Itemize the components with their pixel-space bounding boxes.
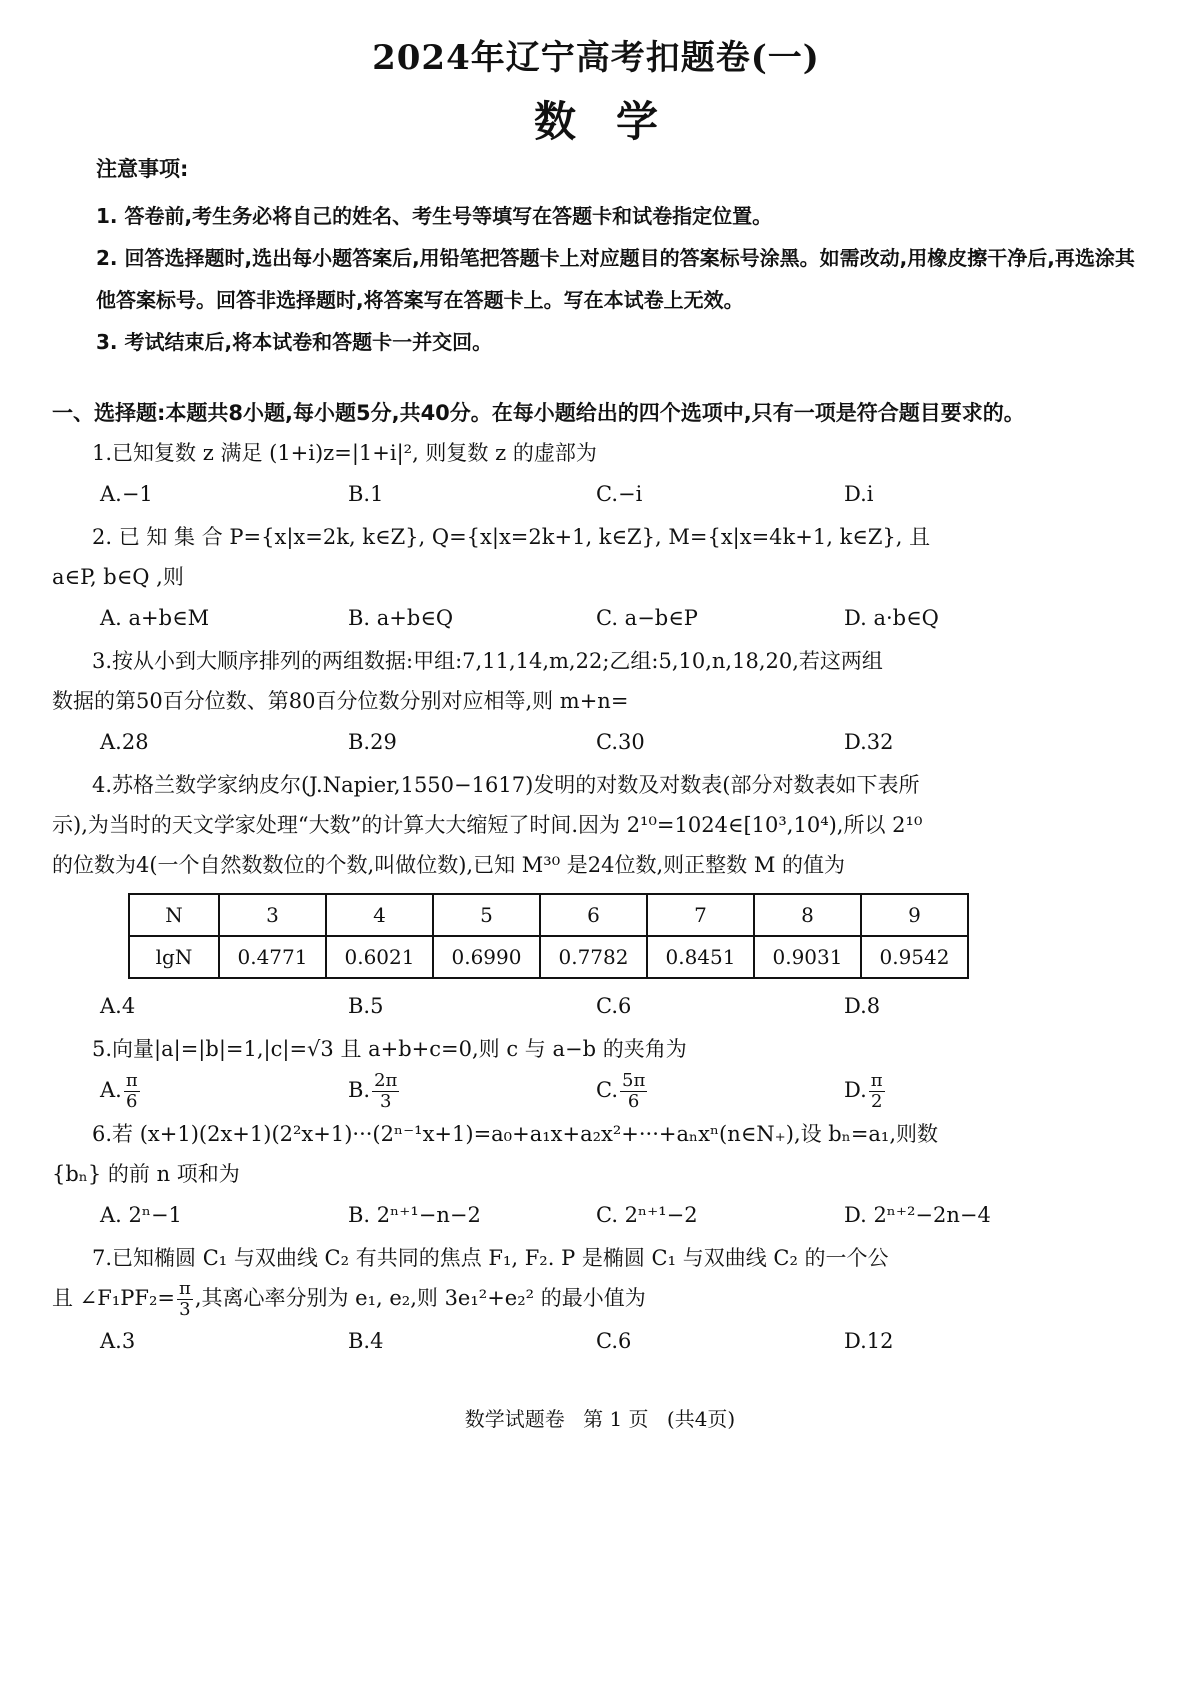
table-cell: 0.6990 (433, 936, 540, 978)
options-row (52, 1194, 1140, 1236)
options-row (52, 473, 1140, 515)
option-d: D.32 (844, 730, 894, 754)
fraction (177, 1279, 193, 1320)
fraction-denominator: 2 (870, 1091, 883, 1112)
option-b (348, 1069, 596, 1112)
fraction-denominator: 3 (179, 1299, 191, 1320)
fraction (869, 1071, 885, 1112)
question-stem: 2. 已 知 集 合 P={x|x=2k, k∈Z}, Q={x|x=2k+1, k∈Z}, M={x|x=4k+1, k∈Z}, 且 (92, 525, 931, 549)
table-cell: 0.9542 (861, 936, 968, 978)
fraction-numerator: 5π (622, 1070, 646, 1091)
option-d: D. a·b∈Q (844, 606, 939, 630)
option-a: A. 2ⁿ−1 (100, 1203, 182, 1227)
option-a: A.3 (100, 1329, 136, 1353)
option-a (100, 1069, 348, 1112)
footer-total-pages: (共4页) (666, 1407, 736, 1431)
option-b: B.29 (348, 730, 397, 754)
question-stem: 4.苏格兰数学家纳皮尔(J.Napier,1550−1617)发明的对数及对数表(部分对数表如下表所 (92, 773, 920, 797)
option-b: B.1 (348, 482, 384, 506)
option-c: C.6 (596, 1329, 632, 1353)
question-4 (52, 765, 1140, 1027)
option-d (844, 1069, 1092, 1112)
options-row (52, 597, 1140, 639)
question-stem: 1.已知复数 z 满足 (1+i)z=|1+i|², 则复数 z 的虚部为 (92, 441, 597, 465)
question-stem-continued: 示),为当时的天文学家处理“大数”的计算大大缩短了时间.因为 2¹⁰=1024∈[10³,10⁴),所以 2¹⁰ (52, 813, 923, 837)
option-letter: A. (100, 1078, 122, 1102)
option-a: A.−1 (100, 482, 153, 506)
fraction (620, 1071, 647, 1112)
option-b: B. 2ⁿ⁺¹−n−2 (348, 1203, 481, 1227)
table-row (129, 936, 968, 978)
option-c: C.−i (596, 482, 643, 506)
option-letter: D. (844, 1078, 867, 1102)
option-d: D. 2ⁿ⁺²−2n−4 (844, 1203, 991, 1227)
question-stem-continued-2: 的位数为4(一个自然数数位的个数,叫做位数),已知 M³⁰ 是24位数,则正整数 M 的值为 (52, 853, 846, 877)
option-b: B.5 (348, 994, 384, 1018)
table-cell: 4 (326, 894, 433, 936)
question-stem-continued: a∈P, b∈Q ,则 (52, 565, 184, 589)
option-d: D.i (844, 482, 874, 506)
option-c: C.30 (596, 730, 645, 754)
fraction-numerator: π (178, 1278, 191, 1299)
notice-section (96, 153, 1140, 363)
footer-page-number: 第 1 页 (583, 1407, 649, 1431)
question-stem-continued: {bₙ} 的前 n 项和为 (52, 1162, 240, 1186)
section-heading: 一、选择题:本题共8小题,每小题5分,共40分。在每小题给出的四个选项中,只有一项是符合题目要求的。 (52, 401, 1025, 425)
table-cell: 0.8451 (647, 936, 754, 978)
option-letter: C. (596, 1078, 618, 1102)
question-7 (52, 1238, 1140, 1362)
table-cell: 0.4771 (219, 936, 326, 978)
question-stem: 7.已知椭圆 C₁ 与双曲线 C₂ 有共同的焦点 F₁, F₂. P 是椭圆 C₁ 与双曲线 C₂ 的一个公 (92, 1246, 889, 1270)
option-a: A. a+b∈M (100, 606, 210, 630)
options-row (52, 985, 1140, 1027)
question-stem-continued (52, 1278, 1140, 1320)
table-cell: 5 (433, 894, 540, 936)
footer-exam-name: 数学试题卷 (464, 1407, 565, 1431)
notice-item-3: 3. 考试结束后,将本试卷和答题卡一并交回。 (96, 330, 493, 354)
fraction (124, 1071, 140, 1112)
table-row (129, 894, 968, 936)
table-cell: 3 (219, 894, 326, 936)
option-b: B. a+b∈Q (348, 606, 454, 630)
option-d: D.12 (844, 1329, 894, 1353)
question-1 (52, 433, 1140, 515)
subject-title: 数学 (533, 97, 698, 146)
question-5 (52, 1029, 1140, 1112)
table-cell: 6 (540, 894, 647, 936)
log-table (128, 893, 969, 979)
option-d: D.8 (844, 994, 881, 1018)
option-b: B.4 (348, 1329, 384, 1353)
notice-title: 注意事项: (96, 157, 189, 181)
question-stem: 3.按从小到大顺序排列的两组数据:甲组:7,11,14,m,22;乙组:5,10,n,18,20,若这两组 (92, 649, 883, 673)
fraction-numerator: π (870, 1070, 883, 1091)
option-c: C.6 (596, 994, 632, 1018)
notice-item-2: 2. 回答选择题时,选出每小题答案后,用铅笔把答题卡上对应题目的答案标号涂黑。如需改动,用橡皮擦干净后,再选涂其他答案标号。回答非选择题时,将答案写在答题卡上。写在本试卷上无效。 (96, 246, 1135, 312)
stem-text: ,其离心率分别为 e₁, e₂,则 3e₁²+e₂² 的最小值为 (194, 1286, 646, 1310)
question-stem-continued: 数据的第50百分位数、第80百分位数分别对应相等,则 m+n= (52, 689, 629, 713)
question-stem: 5.向量|a|=|b|=1,|c|=√3 且 a+b+c=0,则 c 与 a−b 的夹角为 (92, 1037, 687, 1061)
options-row (52, 721, 1140, 763)
fraction-numerator: 2π (374, 1070, 398, 1091)
table-header-cell: lgN (129, 936, 219, 978)
question-2 (52, 517, 1140, 639)
option-c: C. 2ⁿ⁺¹−2 (596, 1203, 698, 1227)
table-cell: 0.9031 (754, 936, 861, 978)
option-a: A.4 (100, 994, 136, 1018)
table-header-cell: N (129, 894, 219, 936)
notice-item-1: 1. 答卷前,考生务必将自己的姓名、考生号等填写在答题卡和试卷指定位置。 (96, 204, 773, 228)
question-3 (52, 641, 1140, 763)
page-footer (0, 1403, 1200, 1432)
table-cell: 8 (754, 894, 861, 936)
table-cell: 7 (647, 894, 754, 936)
options-row (52, 1069, 1140, 1112)
table-cell: 0.6021 (326, 936, 433, 978)
option-c (596, 1069, 844, 1112)
fraction (372, 1071, 399, 1112)
fraction-denominator: 6 (126, 1091, 138, 1112)
fraction-denominator: 3 (380, 1091, 392, 1112)
options-row (52, 1320, 1140, 1362)
option-c: C. a−b∈P (596, 606, 698, 630)
table-cell: 0.7782 (540, 936, 647, 978)
question-stem: 6.若 (x+1)(2x+1)(2²x+1)···(2ⁿ⁻¹x+1)=a₀+a₁x+a₂x²+···+aₙxⁿ(n∈N₊),设 bₙ=a₁,则数 (92, 1122, 939, 1146)
option-a: A.28 (100, 730, 149, 754)
exam-title: 2024年辽宁高考扣题卷(一) (372, 38, 820, 78)
fraction-denominator: 6 (627, 1091, 640, 1112)
stem-text: 且 ∠F₁PF₂= (52, 1286, 175, 1310)
option-letter: B. (348, 1078, 371, 1102)
fraction-numerator: π (125, 1070, 138, 1091)
question-6 (52, 1114, 1140, 1236)
table-cell: 9 (861, 894, 968, 936)
